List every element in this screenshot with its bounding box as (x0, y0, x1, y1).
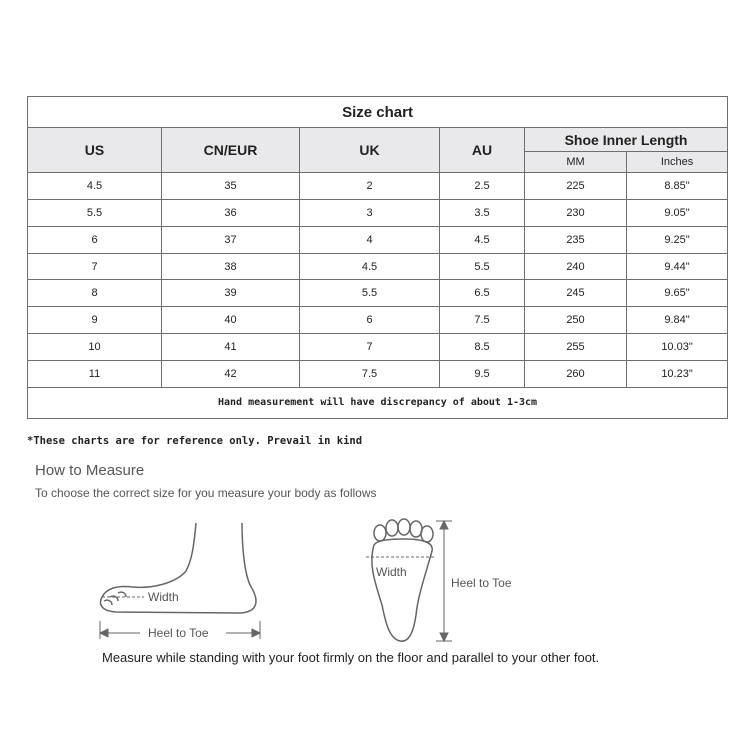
header-uk: UK (300, 128, 440, 173)
cell-uk: 7 (300, 334, 440, 361)
header-mm: MM (525, 152, 627, 173)
table-row (28, 307, 728, 334)
table-row (28, 226, 728, 253)
table-row (28, 173, 728, 200)
side-heel-to-toe-label: Heel to Toe (148, 626, 209, 640)
cell-cn-eur: 38 (162, 253, 300, 280)
table-row (28, 199, 728, 226)
header-inches: Inches (627, 152, 728, 173)
cell-cn-eur: 41 (162, 334, 300, 361)
sole-width-label: Width (376, 565, 407, 579)
cell-au: 9.5 (440, 361, 525, 388)
cell-mm: 260 (525, 361, 627, 388)
cell-cn-eur: 39 (162, 280, 300, 307)
cell-us: 5.5 (28, 199, 162, 226)
reference-note: *These charts are for reference only. Prevail in kind (27, 435, 363, 447)
header-cn-eur: CN/EUR (162, 128, 300, 173)
cell-cn-eur: 35 (162, 173, 300, 200)
cell-us: 9 (28, 307, 162, 334)
cell-cn-eur: 42 (162, 361, 300, 388)
cell-inches: 8.85" (627, 173, 728, 200)
cell-uk: 5.5 (300, 280, 440, 307)
cell-us: 4.5 (28, 173, 162, 200)
cell-mm: 225 (525, 173, 627, 200)
table-row (28, 334, 728, 361)
cell-au: 3.5 (440, 199, 525, 226)
cell-us: 11 (28, 361, 162, 388)
cell-uk: 6 (300, 307, 440, 334)
cell-inches: 10.23" (627, 361, 728, 388)
cell-inches: 9.05" (627, 199, 728, 226)
table-row (28, 253, 728, 280)
measurement-note: Hand measurement will have discrepancy of about 1-3cm (28, 387, 728, 418)
cell-uk: 7.5 (300, 361, 440, 388)
cell-au: 5.5 (440, 253, 525, 280)
cell-au: 4.5 (440, 226, 525, 253)
cell-us: 6 (28, 226, 162, 253)
header-us: US (28, 128, 162, 173)
cell-mm: 235 (525, 226, 627, 253)
cell-cn-eur: 37 (162, 226, 300, 253)
foot-sole-view-icon (372, 519, 433, 641)
cell-mm: 255 (525, 334, 627, 361)
cell-au: 6.5 (440, 280, 525, 307)
cell-cn-eur: 36 (162, 199, 300, 226)
sole-heel-to-toe-label: Heel to Toe (451, 576, 512, 590)
size-chart-title: Size chart (28, 97, 728, 128)
cell-us: 7 (28, 253, 162, 280)
foot-measure-diagram (90, 515, 512, 645)
cell-mm: 240 (525, 253, 627, 280)
cell-mm: 250 (525, 307, 627, 334)
cell-inches: 9.25" (627, 226, 728, 253)
how-to-measure-subtitle: To choose the correct size for you measure your body as follows (35, 486, 377, 500)
measure-instruction: Measure while standing with your foot firmly on the floor and parallel to your other foot. (102, 650, 600, 665)
cell-au: 8.5 (440, 334, 525, 361)
cell-us: 10 (28, 334, 162, 361)
cell-inches: 10.03" (627, 334, 728, 361)
cell-inches: 9.84" (627, 307, 728, 334)
size-chart-table (27, 96, 728, 419)
header-inner-length: Shoe Inner Length (525, 128, 728, 152)
cell-us: 8 (28, 280, 162, 307)
cell-uk: 3 (300, 199, 440, 226)
cell-inches: 9.65" (627, 280, 728, 307)
table-row (28, 361, 728, 388)
cell-cn-eur: 40 (162, 307, 300, 334)
cell-au: 7.5 (440, 307, 525, 334)
side-width-label: Width (148, 590, 179, 604)
cell-au: 2.5 (440, 173, 525, 200)
cell-mm: 230 (525, 199, 627, 226)
cell-mm: 245 (525, 280, 627, 307)
table-row (28, 280, 728, 307)
cell-uk: 2 (300, 173, 440, 200)
cell-uk: 4 (300, 226, 440, 253)
header-au: AU (440, 128, 525, 173)
cell-inches: 9.44" (627, 253, 728, 280)
cell-uk: 4.5 (300, 253, 440, 280)
how-to-measure-title: How to Measure (35, 462, 145, 479)
